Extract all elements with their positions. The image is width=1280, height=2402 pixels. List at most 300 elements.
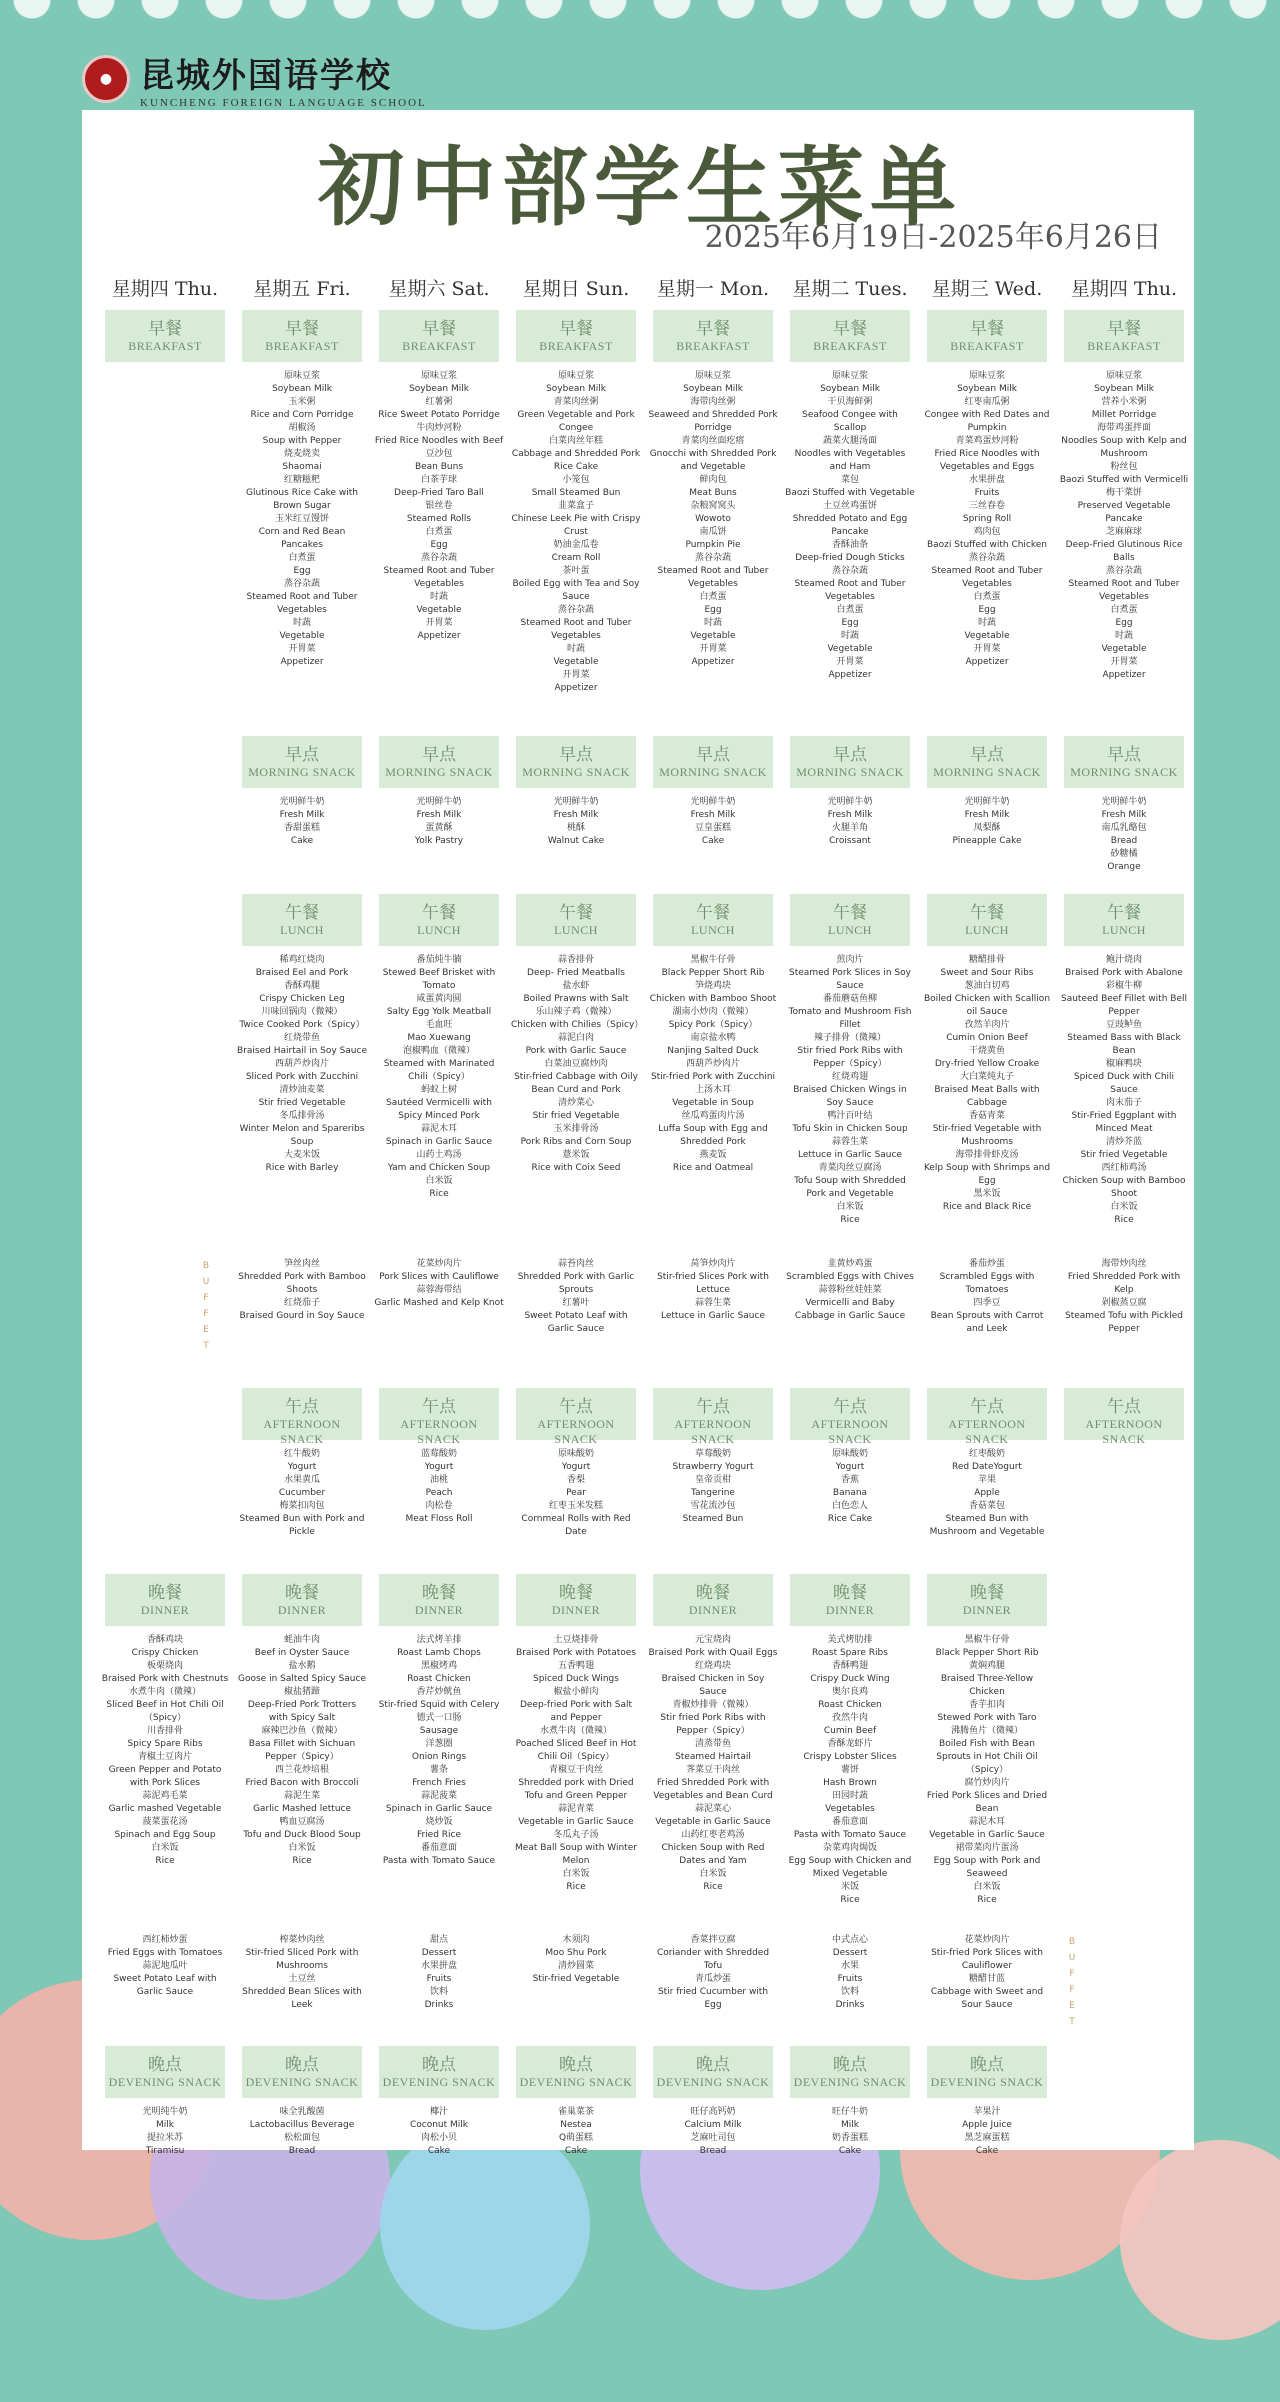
menu-item: 旺仔高钙奶 [690, 2107, 736, 2117]
meal-band-cn: 晚点 [422, 2055, 456, 2075]
meal-band-en: AFTERNOON SNACK [400, 1417, 478, 1446]
menu-item: 鲜肉包 [699, 475, 727, 485]
menu-item: Drinks [424, 2000, 454, 2010]
menu-item: 番茄炒蛋 [968, 1259, 1005, 1269]
menu-item: 鸭汁百叶结 [827, 1111, 873, 1121]
menu-item: Egg [841, 618, 859, 628]
menu-item: Soybean Milk [272, 384, 332, 394]
menu-cell-lunch [648, 954, 778, 1175]
meal-band-cn: 早点 [285, 745, 319, 765]
menu-item: 麻辣巴沙鱼（微辣） [261, 1726, 343, 1736]
menu-item: 蒜泥青菜 [557, 1804, 594, 1814]
menu-item: Vegetable [553, 657, 599, 667]
menu-cell-dinner [374, 1634, 504, 1868]
menu-item: 光明鲜牛奶 [1101, 797, 1147, 807]
meal-band-breakfast [790, 310, 910, 362]
menu-item: Walnut Cake [547, 836, 605, 846]
menu-item: Strawberry Yogurt [672, 1462, 754, 1472]
menu-item: Baozi Stuffed with Vegetable [785, 488, 915, 498]
menu-item: 蔬菜火腿汤面 [822, 436, 877, 446]
menu-item: Fresh Milk [279, 810, 325, 820]
menu-item: 时蔬 [703, 618, 722, 628]
menu-item: Stir-fried Vegetable [532, 1974, 620, 1984]
menu-item: Cake [838, 2146, 862, 2156]
menu-item: Braised Gourd in Soy Sauce [239, 1311, 365, 1321]
menu-item: 白煮蛋 [973, 592, 1001, 602]
menu-item: 菜包 [840, 475, 859, 485]
menu-item: Deep-Fried Pork Trotters with Spicy Salt [247, 1700, 357, 1723]
menu-item: Rice Sweet Potato Porridge [378, 410, 500, 420]
menu-item: 白菜肉丝年糕 [548, 436, 603, 446]
menu-item: 梅干菜饼 [1105, 488, 1142, 498]
menu-item: 开胃菜 [836, 657, 864, 667]
meal-band-en: BREAKFAST [1087, 339, 1161, 353]
meal-band-en: AFTERNOON SNACK [1085, 1417, 1163, 1446]
menu-item: Egg [978, 605, 996, 615]
menu-item: 海带鸡蛋拌面 [1096, 423, 1151, 433]
menu-item: Deep- Fried Meatballs [527, 968, 625, 978]
menu-item: 香酥鸡块 [146, 1635, 183, 1645]
menu-item: 泡椒鸭血（微辣） [402, 1046, 475, 1056]
school-logo [82, 48, 427, 109]
menu-item: 水煮牛肉（微辣） [128, 1687, 201, 1697]
menu-item: 土豆丝鸡蛋饼 [822, 501, 877, 511]
day-header: 星期六 Sat. [388, 278, 490, 300]
meal-band-dinner [242, 1574, 362, 1626]
meal-band-lunch [653, 894, 773, 946]
top-scallop-border [0, 0, 1280, 26]
menu-item: 鸡肉包 [973, 527, 1001, 537]
menu-item: Corn and Red Bean Pancakes [258, 527, 346, 550]
menu-item: Drinks [835, 2000, 865, 2010]
menu-item: 黄焖鸡腿 [968, 1661, 1005, 1671]
menu-item: Boiled Fish with Bean Sprouts in Hot Chili Oil（Spicy） [936, 1739, 1038, 1775]
menu-item: 蒜泥木耳 [968, 1817, 1005, 1827]
menu-item: 西红柿鸡汤 [1101, 1163, 1147, 1173]
menu-item: 南瓜乳酪包 [1101, 823, 1147, 833]
meal-band-en: AFTERNOON SNACK [674, 1417, 752, 1446]
menu-cell-afternoon-snack [374, 1448, 504, 1526]
meal-band-en: BREAKFAST [813, 339, 887, 353]
menu-item: 红烧带鱼 [283, 1033, 320, 1043]
meal-band-cn: 晚点 [970, 2055, 1004, 2075]
menu-item: Yogurt [835, 1462, 865, 1472]
menu-item: Stir-fried Squid with Celery [378, 1700, 500, 1710]
menu-item: 番茄蘑菇鱼柳 [822, 994, 877, 1004]
menu-item: 粉丝包 [1110, 462, 1138, 472]
menu-item: Cake [564, 2146, 588, 2156]
menu-item: 香酥油条 [831, 540, 868, 550]
menu-item: Dry-fried Yellow Croake [934, 1059, 1040, 1069]
meal-band-cn: 早餐 [833, 319, 867, 339]
menu-item: 清炒菜心 [557, 1098, 594, 1108]
menu-cell-lunch-buffet [648, 1258, 778, 1323]
menu-item: 盐水虾 [562, 981, 590, 991]
menu-item: 糖醋甘蓝 [968, 1974, 1005, 1984]
meal-band-en: BREAKFAST [950, 339, 1024, 353]
menu-item: Seafood Congee with Scallop [802, 410, 898, 433]
menu-item: 饮料 [840, 1987, 859, 1997]
menu-item: Steamed Bun [682, 1514, 744, 1524]
menu-item: Soybean Milk [820, 384, 880, 394]
meal-band-en: DEVENING SNACK [656, 2075, 770, 2089]
menu-item: Pork with Garlic Sauce [525, 1046, 627, 1056]
menu-item: 德式一口肠 [416, 1713, 462, 1723]
menu-item: Bean Buns [414, 462, 464, 472]
meal-band-cn: 晚餐 [422, 1583, 456, 1603]
meal-band-en: DINNER [551, 1603, 601, 1617]
menu-cell-dinner [100, 1634, 230, 1868]
menu-item: Chicken with Chilies（Spicy） [511, 1020, 644, 1030]
meal-band-en: DINNER [140, 1603, 190, 1617]
menu-item: 裙带菜肉片蛋汤 [955, 1843, 1019, 1853]
meal-band-en: DEVENING SNACK [108, 2075, 222, 2089]
menu-item: 腐竹炒肉片 [964, 1778, 1010, 1788]
menu-item: 花菜炒肉片 [964, 1935, 1010, 1945]
menu-item: Stir-fried Pork Slices with Cauliflower [931, 1948, 1043, 1971]
menu-item: Orange [1107, 862, 1141, 872]
menu-item: 玉米排骨汤 [553, 1124, 599, 1134]
menu-item: Roast Chicken [407, 1674, 471, 1684]
menu-item: 笋丝肉丝 [283, 1259, 320, 1269]
menu-item: Gnocchi with Shredded Pork and Vegetable [649, 449, 777, 472]
menu-item: 火腿羊角 [831, 823, 868, 833]
menu-cell-lunch [237, 954, 367, 1175]
menu-item: Peach [425, 1488, 453, 1498]
menu-item: Fruits [837, 1974, 863, 1984]
menu-item: Fried Shredded Pork with Kelp [1067, 1272, 1181, 1295]
menu-item: Tofu and Duck Blood Soup [243, 1830, 361, 1840]
meal-band-en: DEVENING SNACK [930, 2075, 1044, 2089]
menu-item: 清炒芥蓝 [1105, 1137, 1142, 1147]
menu-item: Steamed Rolls [406, 514, 472, 524]
menu-item: Pork Slices with Cauliflowe [379, 1272, 499, 1282]
menu-item: 煎肉片 [836, 955, 864, 965]
meal-band-cn: 午点 [833, 1397, 867, 1417]
meal-band-evening-snack [927, 2046, 1047, 2098]
meal-band-breakfast [379, 310, 499, 362]
menu-item: 白米饭 [151, 1843, 179, 1853]
menu-item: Calcium Milk [684, 2120, 742, 2130]
menu-item: Shredded Pork with Garlic Sprouts [517, 1272, 635, 1295]
meal-band-morning-snack [242, 736, 362, 788]
menu-item: Bread [1110, 836, 1138, 846]
buffet-letter: E [1069, 2001, 1075, 2011]
menu-cell-lunch-buffet [511, 1258, 641, 1336]
menu-item: 杂粮窝窝头 [690, 501, 736, 511]
menu-item: 冬瓜排骨汤 [279, 1111, 325, 1121]
menu-item: 清蒸带鱼 [694, 1739, 731, 1749]
menu-item: Vegetable [690, 631, 736, 641]
meal-band-en: BREAKFAST [676, 339, 750, 353]
menu-item: Stir-fried Vegetable with Mushrooms [932, 1124, 1042, 1147]
menu-item: 原味豆浆 [694, 371, 731, 381]
menu-item: Chinese Leek Pie with Crispy Crust [511, 514, 641, 537]
menu-item: 番茄意面 [420, 1843, 457, 1853]
menu-cell-dinner [785, 1634, 915, 1907]
menu-item: 原味豆浆 [420, 371, 457, 381]
menu-item: Pear [566, 1488, 586, 1498]
menu-item: Vegetable [964, 631, 1010, 641]
menu-item: Appetizer [417, 631, 461, 641]
menu-item: Red DateYogurt [952, 1462, 1022, 1472]
menu-item: Stir-fried Slices Pork with Lettuce [657, 1272, 769, 1295]
menu-item: Rice [977, 1895, 997, 1905]
menu-item: Pasta with Tomato Sauce [382, 1856, 496, 1866]
menu-item: Rice [155, 1856, 175, 1866]
meal-band-cn: 早点 [1107, 745, 1141, 765]
meal-band-en: MORNING SNACK [796, 765, 904, 779]
menu-item: 葱油白切鸡 [964, 981, 1010, 991]
menu-item: 胡椒汤 [288, 423, 316, 433]
menu-item: Apple [974, 1488, 1000, 1498]
menu-cell-breakfast [785, 370, 915, 682]
menu-item: 红烧鸡块 [694, 1661, 731, 1671]
school-seal-icon: ● [82, 55, 130, 103]
menu-item: Braised Three-Yellow Chicken [940, 1674, 1034, 1697]
menu-item: 洋葱圈 [425, 1739, 453, 1749]
menu-cell-afternoon-snack [237, 1448, 367, 1539]
meal-band-dinner [927, 1574, 1047, 1626]
menu-item: 白茶芋球 [420, 475, 457, 485]
menu-item: Steamed Bun with Mushroom and Vegetable [929, 1514, 1045, 1537]
menu-item: 黑椒牛仔骨 [690, 955, 736, 965]
menu-item: Yogurt [424, 1462, 454, 1472]
menu-item: Stir-fried Pork with Zucchini [650, 1072, 776, 1082]
menu-cell-dinner-buffet [922, 1934, 1052, 2012]
menu-item: Cabbage with Sweet and Sour Sauce [930, 1987, 1044, 2010]
menu-item: 奥尔良鸡 [831, 1687, 868, 1697]
menu-item: Bread [288, 2146, 316, 2156]
menu-item: 原味豆浆 [968, 371, 1005, 381]
menu-item: 薏米饭 [562, 1150, 590, 1160]
menu-item: 青瓜炒蛋 [694, 1974, 731, 1984]
meal-band-lunch [379, 894, 499, 946]
menu-item: Black Pepper Short Rib [935, 1648, 1039, 1658]
menu-item: 蒸谷杂蔬 [694, 553, 731, 563]
meal-band-cn: 午餐 [559, 903, 593, 923]
menu-item: Egg Soup with Chicken and Mixed Vegetable [788, 1856, 912, 1879]
menu-item: 草莓酸奶 [694, 1449, 731, 1459]
menu-item: 开胃菜 [425, 618, 453, 628]
menu-item: Crispy Duck Wing [810, 1674, 890, 1684]
menu-item: 蒸谷杂蔬 [420, 553, 457, 563]
meal-band-cn: 早餐 [148, 319, 182, 339]
menu-item: 椒盐小鲜肉 [553, 1687, 599, 1697]
meal-band-cn: 早餐 [285, 319, 319, 339]
menu-item: Rice with Barley [265, 1163, 339, 1173]
menu-cell-dinner-buffet [785, 1934, 915, 2012]
menu-item: Fresh Milk [827, 810, 873, 820]
menu-item: Vegetables [825, 1804, 875, 1814]
menu-item: 茶叶蛋 [562, 566, 590, 576]
menu-item: 苹果汁 [973, 2107, 1001, 2117]
meal-band-en: DINNER [414, 1603, 464, 1617]
meal-band-cn: 午点 [422, 1397, 456, 1417]
menu-item: Pork Ribs and Corn Soup [520, 1137, 632, 1147]
menu-item: Dessert [421, 1948, 457, 1958]
menu-item: 黑椒牛仔骨 [964, 1635, 1010, 1645]
menu-item: Boiled Egg with Tea and Soy Sauce [512, 579, 640, 602]
meal-band-cn: 早餐 [559, 319, 593, 339]
menu-item: 开胃菜 [562, 670, 590, 680]
menu-item: 白米饭 [288, 1843, 316, 1853]
menu-item: Cabbage and Shredded Pork Rice Cake [511, 449, 641, 472]
menu-item: 土豆丝 [288, 1974, 316, 1984]
menu-item: 香芹炒鱿鱼 [416, 1687, 462, 1697]
menu-item: Yolk Pastry [414, 836, 464, 846]
menu-item: 蒜蓉海带结 [416, 1285, 462, 1295]
menu-item: 油桃 [429, 1475, 448, 1485]
menu-item: 白煮蛋 [288, 553, 316, 563]
meal-band-afternoon-snack [242, 1388, 362, 1446]
day-header: 星期一 Mon. [656, 278, 770, 300]
meal-band-cn: 午点 [285, 1397, 319, 1417]
menu-item: Milk [156, 2120, 174, 2130]
menu-item: 沸腾鱼片（微辣） [950, 1726, 1023, 1736]
menu-item: 水果黄瓜 [283, 1475, 320, 1485]
menu-item: Luffa Soup with Egg and Shredded Pork [658, 1124, 768, 1147]
menu-item: 旺仔牛奶 [831, 2107, 868, 2117]
menu-item: 香梨 [566, 1475, 585, 1485]
menu-item: Chicken Soup with Red Dates and Yam [661, 1843, 765, 1866]
menu-item: Deep-fried Pork with Salt and Pepper [519, 1700, 633, 1723]
menu-item: Salty Egg Yolk Meatball [386, 1007, 492, 1017]
menu-item: Steamed Root and Tuber Vegetables [520, 618, 632, 641]
meal-band-en: DINNER [962, 1603, 1012, 1617]
menu-item: Fried Bacon with Broccoli [245, 1778, 359, 1788]
menu-item: 白煮蛋 [425, 527, 453, 537]
menu-item: Vegetable in Garlic Sauce [518, 1817, 634, 1827]
menu-item: Braised Eel and Pork [255, 968, 349, 978]
meal-band-lunch [242, 894, 362, 946]
menu-item: 豆皇蛋糕 [694, 823, 731, 833]
meal-band-breakfast [653, 310, 773, 362]
menu-item: Appetizer [828, 670, 872, 680]
menu-item: Steamed Root and Tuber Vegetables [794, 579, 906, 602]
menu-item: French Fries [412, 1778, 466, 1788]
menu-item: Fried Rice [416, 1830, 462, 1840]
menu-item: Steamed Tofu with Pickled Pepper [1065, 1311, 1183, 1334]
menu-item: Stir fried Pork Ribs with Pepper（Spicy） [660, 1713, 766, 1736]
menu-item: Steamed Root and Tuber Vegetables [1068, 579, 1180, 602]
menu-item: Moo Shu Pork [545, 1948, 607, 1958]
menu-item: Garlic Mashed lettuce [252, 1804, 352, 1814]
menu-cell-lunch-buffet [1059, 1258, 1189, 1336]
menu-item: 开胃菜 [288, 644, 316, 654]
menu-item: 青菜鸡蛋炒河粉 [955, 436, 1019, 446]
menu-item: Twice Cooked Pork（Spicy） [239, 1020, 365, 1030]
menu-item: Fried Pork Slices and Dried Bean [926, 1791, 1048, 1814]
meal-band-en: AFTERNOON SNACK [263, 1417, 341, 1446]
menu-item: Scrambled Eggs with Tomatoes [939, 1272, 1035, 1295]
menu-cell-morning-snack [511, 796, 641, 848]
menu-item: Steamed Root and Tuber Vegetables [931, 566, 1043, 589]
menu-item: Nanjing Salted Duck [667, 1046, 759, 1056]
menu-item: Soybean Milk [957, 384, 1017, 394]
meal-band-en: LUNCH [691, 923, 735, 937]
menu-item: Bread [699, 2146, 727, 2156]
menu-item: Stir-Fried Eggplant with Minced Meat [1071, 1111, 1177, 1134]
menu-item: Vermicelli and Baby Cabbage in Garlic Sauce [794, 1298, 906, 1321]
meal-band-evening-snack [242, 2046, 362, 2098]
menu-cell-lunch-buffet [785, 1258, 915, 1323]
menu-item: 开胃菜 [1110, 657, 1138, 667]
menu-item: Soybean Milk [1094, 384, 1154, 394]
meal-band-breakfast [242, 310, 362, 362]
day-header: 星期日 Sun. [522, 278, 630, 300]
menu-item: Stir fried Pork Ribs with Pepper（Spicy） [797, 1046, 903, 1069]
menu-item: Boiled Prawns with Salt [523, 994, 629, 1004]
day-header: 星期二 Tues. [792, 278, 908, 300]
menu-item: 蒜苔肉丝 [557, 1259, 594, 1269]
menu-item: Rice and Corn Porridge [250, 410, 354, 420]
menu-item: Cream Roll [551, 553, 601, 563]
menu-item: 桃酥 [566, 823, 585, 833]
menu-item: 原味豆浆 [1105, 371, 1142, 381]
menu-item: Rice [840, 1895, 860, 1905]
meal-band-en: MORNING SNACK [933, 765, 1041, 779]
menu-item: Soybean Milk [409, 384, 469, 394]
menu-item: Rice [292, 1856, 312, 1866]
menu-item: 提拉米苏 [146, 2133, 183, 2143]
menu-item: 花菜炒肉片 [416, 1259, 462, 1269]
menu-cell-evening-snack [785, 2106, 915, 2158]
menu-item: 甜点 [429, 1935, 448, 1945]
menu-item: 辣子排骨（微辣） [813, 1033, 886, 1043]
meal-band-en: MORNING SNACK [248, 765, 356, 779]
menu-item: 香甜蛋糕 [283, 823, 320, 833]
menu-item: 荠菜豆干肉丝 [685, 1765, 740, 1775]
menu-item: Vegetable [1101, 644, 1147, 654]
menu-item: Crispy Lobster Slices [803, 1752, 897, 1762]
menu-item: Baozi Stuffed with Vermicelli [1059, 475, 1189, 485]
menu-cell-breakfast [511, 370, 641, 695]
menu-item: 上汤木耳 [694, 1085, 731, 1095]
menu-item: 米饭 [840, 1882, 859, 1892]
menu-item: 西兰花炒培根 [274, 1765, 329, 1775]
menu-item: 蒜蓉粉丝娃娃菜 [818, 1285, 882, 1295]
meal-band-en: LUNCH [417, 923, 461, 937]
menu-item: 元宝烧肉 [694, 1635, 731, 1645]
menu-item: Cornmeal Rolls with Red Date [521, 1514, 631, 1537]
menu-item: Vegetable in Garlic Sauce [655, 1817, 771, 1827]
menu-item: Rice [429, 1189, 449, 1199]
menu-item: 薯条 [429, 1765, 448, 1775]
menu-item: Yam and Chicken Soup [387, 1163, 491, 1173]
menu-item: Stewed Beef Brisket with Tomato [382, 968, 496, 991]
buffet-letter: U [202, 1277, 210, 1287]
meal-band-dinner [790, 1574, 910, 1626]
menu-item: Vegetable [279, 631, 325, 641]
menu-item: Rice and Black Rice [942, 1202, 1032, 1212]
menu-item: 肉松小贝 [420, 2133, 457, 2143]
menu-cell-evening-snack [511, 2106, 641, 2158]
menu-item: Sliced Pork with Zucchini [245, 1072, 359, 1082]
meal-band-cn: 早餐 [422, 319, 456, 339]
menu-item: Cake [290, 836, 314, 846]
menu-item: Poached Sliced Beef in Hot Chili Oil（Spicy） [515, 1739, 637, 1762]
menu-item: Stewed Pork with Taro [937, 1713, 1037, 1723]
menu-item: 香芋扣肉 [968, 1700, 1005, 1710]
menu-item: 香酥鸭翅 [831, 1661, 868, 1671]
menu-cell-evening-snack [648, 2106, 778, 2158]
menu-item: 红糖糍粑 [283, 475, 320, 485]
menu-item: 芝麻吐司包 [690, 2133, 736, 2143]
menu-item: Fried Rice Noodles with Beef [374, 436, 504, 446]
menu-item: 鸭血豆腐汤 [279, 1817, 325, 1827]
menu-item: Seaweed and Shredded Pork Porridge [648, 410, 778, 433]
